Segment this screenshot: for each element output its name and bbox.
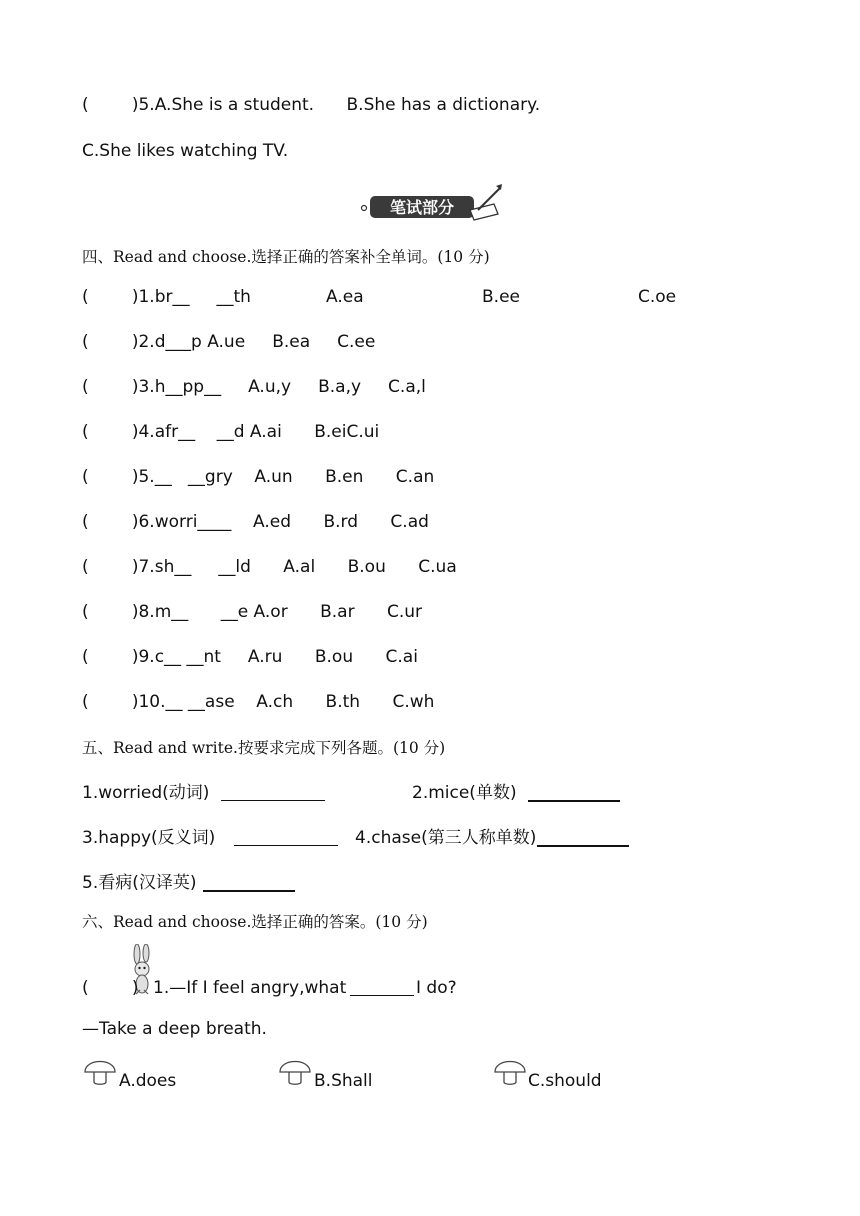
mushroom-icon xyxy=(277,1052,313,1086)
written-section-banner xyxy=(358,184,504,222)
s6-question-1-reply: —Take a deep breath. xyxy=(82,1019,267,1039)
s4-question-1-option-b: B.ee xyxy=(482,287,520,307)
s6-question-1-stem-b: I do? xyxy=(416,978,457,998)
mushroom-icon xyxy=(82,1052,118,1086)
question-5-line-2: C.She likes watching TV. xyxy=(82,141,289,161)
s4-question-8: ( )8.m__ __e A.or B.ar C.ur xyxy=(82,602,423,622)
s5-item-3-blank[interactable] xyxy=(234,827,338,852)
s5-item-1-label: 1.worried(动词) xyxy=(82,783,210,803)
s4-question-10: ( )10.__ __ase A.ch B.th C.wh xyxy=(82,692,435,712)
s6-question-1-paren: ( ) xyxy=(82,978,139,998)
s5-item-2-blank[interactable] xyxy=(528,782,620,808)
s6-question-1-option-c: C.should xyxy=(528,1071,602,1091)
s4-question-5: ( )5.__ __gry A.un B.en C.an xyxy=(82,467,435,487)
s4-question-2: ( )2.d___p A.ue B.ea C.ee xyxy=(82,332,376,352)
s4-question-7: ( )7.sh__ __ld A.al B.ou C.ua xyxy=(82,557,457,577)
s5-item-3-label: 3.happy(反义词) xyxy=(82,828,216,848)
section-4-heading: 四、Read and choose.选择正确的答案补全单词。(10 分) xyxy=(82,248,490,266)
s6-question-1-stem-a: 1.—If I feel angry,what xyxy=(153,978,347,998)
banner-text: 笔试部分 xyxy=(389,198,455,217)
section-5-heading: 五、Read and write.按要求完成下列各题。(10 分) xyxy=(82,739,446,757)
s6-question-1-option-a: A.does xyxy=(119,1071,177,1091)
s4-question-1-option-c: C.oe xyxy=(638,287,677,307)
s5-item-5-blank[interactable] xyxy=(203,872,295,898)
s6-question-1-blank[interactable] xyxy=(350,977,414,1002)
s4-question-1-option-a: A.ea xyxy=(326,287,364,307)
s4-question-3: ( )3.h__pp__ A.u,y B.a,y C.a,l xyxy=(82,377,426,397)
section-6-heading: 六、Read and choose.选择正确的答案。(10 分) xyxy=(82,913,428,931)
s5-item-2-label: 2.mice(单数) xyxy=(412,783,517,803)
s4-question-6: ( )6.worri____ A.ed B.rd C.ad xyxy=(82,512,429,532)
s4-question-1-stem: ( )1.br__ __th xyxy=(82,287,251,307)
s4-question-9: ( )9.c__ __nt A.ru B.ou C.ai xyxy=(82,647,418,667)
s5-item-5-label: 5.看病(汉译英) xyxy=(82,873,197,893)
s4-question-4: ( )4.afr__ __d A.ai B.eiC.ui xyxy=(82,422,380,442)
s5-item-4-blank[interactable] xyxy=(537,827,629,853)
question-5-line-1: ( )5.A.She is a student. B.She has a dictionary. xyxy=(82,95,541,115)
s6-question-1-option-b: B.Shall xyxy=(314,1071,373,1091)
s5-item-1-blank[interactable] xyxy=(221,782,325,807)
pencil-book-icon xyxy=(470,184,502,220)
mushroom-icon xyxy=(492,1052,528,1086)
s5-item-4-label: 4.chase(第三人称单数) xyxy=(355,828,537,848)
